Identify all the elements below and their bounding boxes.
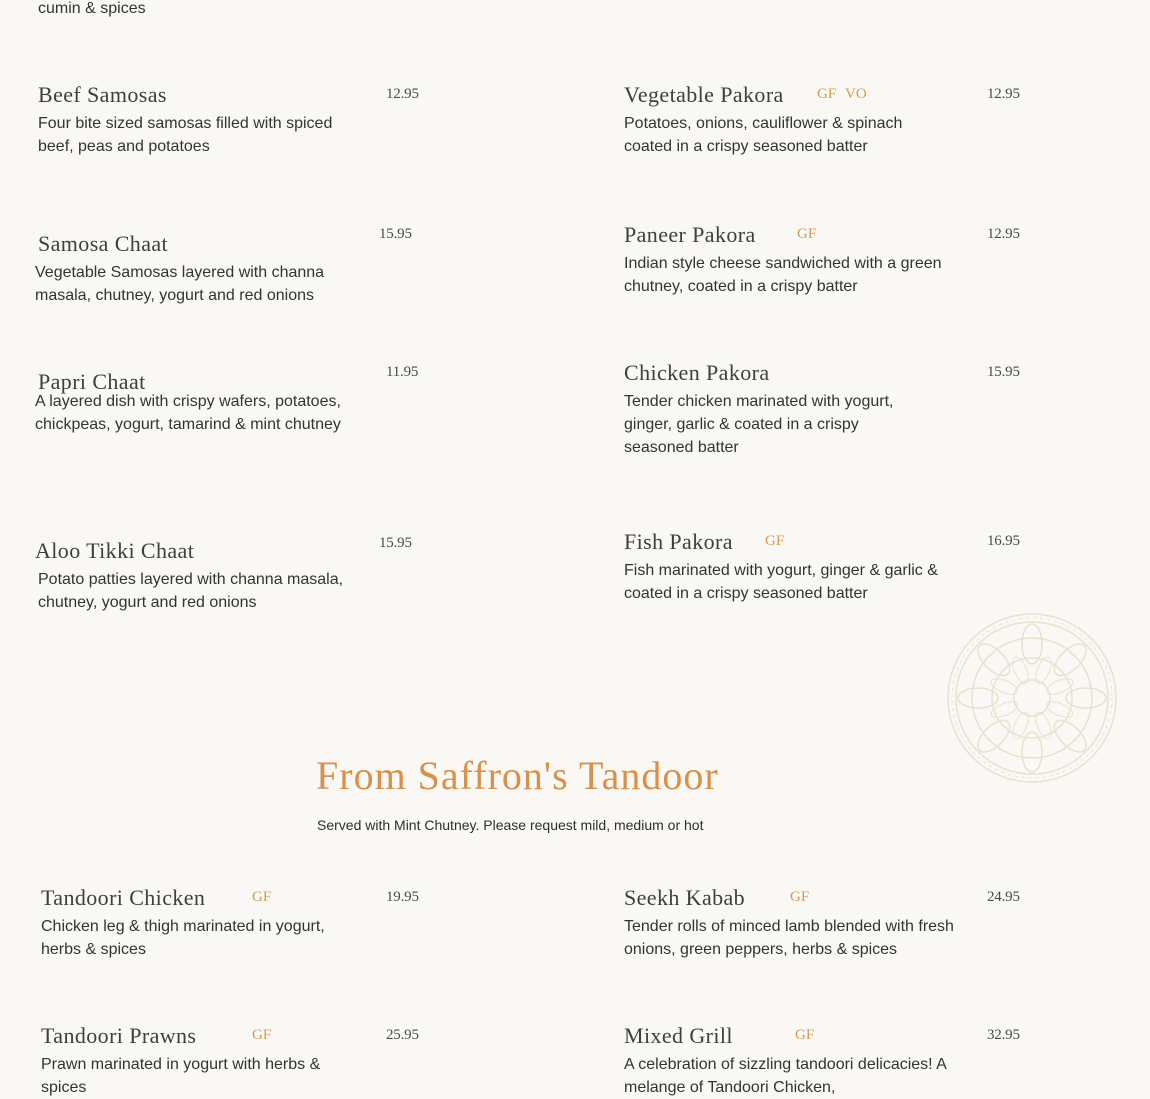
gluten-free-tag: GF [817,86,837,102]
menu-item-name: Mixed Grill [624,1023,733,1048]
menu-item-desc-fragment: cumin & spices [38,0,146,17]
gluten-free-tag: GF [765,533,785,549]
menu-item-price: 12.95 [987,226,1020,242]
menu-item-name: Papri Chaat [38,369,146,394]
menu-item-price: 12.95 [987,86,1020,102]
menu-item-desc: Four bite sized samosas filled with spiced beef, peas and potatoes [38,115,333,155]
menu-item-name: Paneer Pakora [624,222,756,247]
menu-item-price: 19.95 [386,889,419,905]
menu-item-desc: Chicken leg & thigh marinated in yogurt, herbs & spices [41,918,325,958]
menu-item-desc: Potatoes, onions, cauliflower & spinach coated in a crispy seasoned batter [624,115,903,155]
mandala-ornament-icon [944,610,1120,786]
menu-item-price: 15.95 [987,364,1020,380]
section-title: From Saffron's Tandoor [316,753,719,798]
section-subtitle: Served with Mint Chutney. Please request mild, medium or hot [317,817,704,833]
menu-item-name: Tandoori Chicken [41,885,206,910]
gluten-free-tag: GF [790,889,810,905]
menu-item-price: 25.95 [386,1027,419,1043]
menu-item-name: Chicken Pakora [624,360,770,385]
vegan-option-tag: VO [845,86,867,102]
menu-item-desc: Indian style cheese sandwiched with a green chutney, coated in a crispy batter [624,255,942,295]
gluten-free-tag: GF [795,1027,815,1043]
menu-item-desc: Fish marinated with yogurt, ginger & garlic & coated in a crispy seasoned batter [624,562,938,602]
menu-item-desc: A layered dish with crispy wafers, potatoes, chickpeas, yogurt, tamarind & mint chutney [35,393,341,433]
menu-item-price: 24.95 [987,889,1020,905]
gluten-free-tag: GF [797,226,817,242]
menu-item-desc: A celebration of sizzling tandoori delicacies! A melange of Tandoori Chicken, [624,1056,946,1096]
menu-item-price: 15.95 [379,535,412,551]
gluten-free-tag: GF [252,889,272,905]
menu-item-name: Samosa Chaat [38,231,169,256]
menu-item-name: Beef Samosas [38,82,167,107]
menu-item-name: Seekh Kabab [624,885,746,910]
menu-item-desc: Prawn marinated in yogurt with herbs & spices [41,1056,321,1096]
menu-item-desc: Potato patties layered with channa masala, chutney, yogurt and red onions [38,571,344,611]
menu-item-price: 12.95 [386,86,419,102]
menu-item-name: Fish Pakora [624,529,733,554]
menu-item-desc: Vegetable Samosas layered with channa masala, chutney, yogurt and red onions [35,264,325,304]
menu-item-price: 11.95 [386,364,419,380]
menu-item-price: 32.95 [987,1027,1020,1043]
menu-item-price: 16.95 [987,533,1020,549]
menu-item-name: Vegetable Pakora [624,82,784,107]
menu-item-name: Tandoori Prawns [41,1023,197,1048]
menu-item-price: 15.95 [379,226,412,242]
menu-item-desc: Tender rolls of minced lamb blended with fresh onions, green peppers, herbs & spices [624,918,954,958]
menu-item-desc: Tender chicken marinated with yogurt, ginger, garlic & coated in a crispy seasoned batter [624,393,894,456]
menu-item-name: Aloo Tikki Chaat [35,538,195,563]
gluten-free-tag: GF [252,1027,272,1043]
